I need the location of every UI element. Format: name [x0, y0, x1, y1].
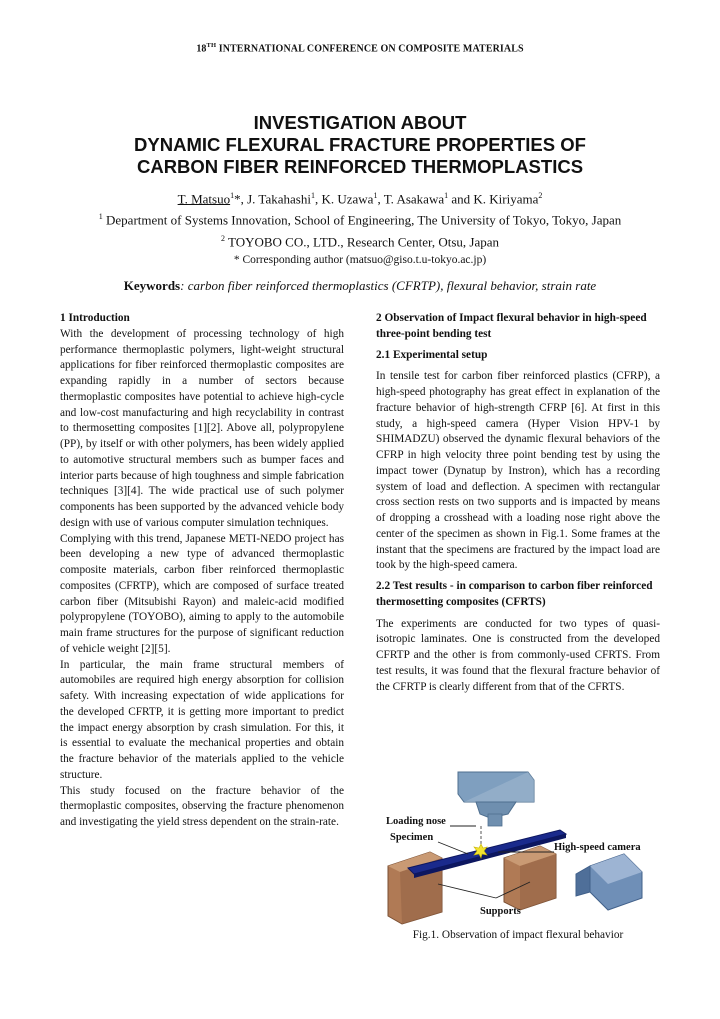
conference-ordinal: TH [206, 42, 217, 49]
right-support-shape [504, 846, 556, 910]
subsection-2-1-heading: 2.1 Experimental setup [376, 348, 488, 361]
label-supports: Supports [480, 906, 521, 917]
author-1-sup: 1 [230, 191, 235, 200]
author-4-sup: 1 [444, 191, 449, 200]
camera-shape [576, 854, 642, 910]
section-2-heading: 2 Observation of Impact flexural behavior in high-speed three-point bending test [376, 312, 647, 340]
author-4: , T. Asakawa [377, 191, 445, 207]
affiliation-1 [0, 208, 720, 229]
intro-paragraph-2: Complying with this trend, Japanese METI-NEDO project has been developing a new type of advanced thermoplastic composite materials, carbon fiber reinforced thermoplastic composites (CFRTP), which are composed of surface treated carbon fiber (Mitsubishi Rayon) and maleic-acid modified polypropylene (TOYOBO), aiming to apply to the automobile main frame structures for the purpose of significant reduction of vehicle weight [2][5]. [60, 532, 344, 655]
intro-paragraph-1: With the development of processing technology of high performance thermoplastic polymers, light-weight structural applications for fiber reinforced thermoplastic composites are expanding rapidly in a number of sectors because thermoplastic composites have potential to achieve high-cycle and low-cost manufacturing and high recyclability in contrast to thermosetting composites [1][2]. Above all, polypropylene (PP), by itself or with other polymers, has been widely applied to automotive structural members such as bumper faces and interior parts because of high toughness and simple fabrication techniques [3][4]. The wide practical use of such polymer components has been supported by the advanced vehicle body design with use of various computer simulation techniques. [60, 327, 344, 529]
results-paragraph: The experiments are conducted for two types of quasi-isotropic laminates. One is constructed from the developed CFRTP and the other is from commonly-used CFRTS. From test results, it was found that the flexural fracture behavior of the CFRTP is clearly different from that of the CFRTS. [376, 617, 660, 693]
left-column [60, 311, 344, 831]
conference-header [0, 42, 720, 54]
paper-title [0, 112, 720, 178]
intro-paragraph-3: In particular, the main frame structural members of automobiles are required high energy absorption for collision safety. With increasing expectation of wide applications for the developed CFRTP, it is getting more important to predict the impact energy absorption by crash simulation. For this, it is essential to evaluate the mechanical properties and obtain the fracture behavior of the materials applied to the vehicle structure. [60, 658, 344, 781]
title-line-2: DYNAMIC FLEXURAL FRACTURE PROPERTIES OF [134, 134, 586, 155]
loading-nose-shape [458, 772, 534, 826]
section-1-heading: 1 Introduction [60, 312, 130, 324]
figure-caption: Fig.1. Observation of impact flexural behavior [412, 929, 624, 941]
author-2: *, J. Takahashi [234, 191, 311, 207]
setup-paragraph: In tensile test for carbon fiber reinforced plastics (CFRP), a high-speed photography has great effect in explanation of the fracture behavior of high-strength CFRP [6]. At first in this study, a high-speed camera (Hyper Vision HPV-1 by SHIMADZU) observed the dynamic flexural behaviors of the CFRP in high velocity three point bending test by using the impact tower (Dynatup by Instron), which has a recording system of load and deflection. A specimen with rectangular cross section rests on two supports and is impacted by means of dropping a crosshead with a loading nose right above the center of the specimen as shown in Fig.1. Some frames at the instant that the specimens are fractured by the impact load are took by the high-speed camera. [376, 370, 660, 572]
author-3: , K. Uzawa [314, 191, 374, 207]
affiliation-2-sup: 2 [220, 233, 225, 243]
author-5: and K. Kiriyama [448, 191, 539, 207]
conference-name: INTERNATIONAL CONFERENCE ON COMPOSITE MATERIALS [216, 43, 524, 55]
affiliation-1-sup: 1 [98, 212, 103, 222]
corresponding-author: * Corresponding author (matsuo@giso.t.u-tokyo.ac.jp) [233, 253, 487, 266]
affiliation-1-text: Department of Systems Innovation, School of Engineering, The University of Tokyo, Tokyo, Japan [102, 212, 622, 228]
label-camera: High-speed camera [554, 842, 641, 853]
test-setup-figure [380, 770, 660, 928]
author-5-sup: 2 [538, 191, 543, 200]
right-column [376, 311, 660, 695]
title-line-3: CARBON FIBER REINFORCED THERMOPLASTICS [136, 156, 584, 177]
label-specimen: Specimen [390, 832, 434, 843]
keywords-line [0, 278, 720, 294]
keywords-text: : carbon fiber reinforced thermoplastics (CFRTP), flexural behavior, strain rate [180, 278, 597, 293]
author-list [0, 187, 720, 208]
author-2-sup: 1 [310, 191, 315, 200]
subsection-2-2-heading: 2.2 Test results - in comparison to carbon fiber reinforced thermosetting composites (CFRTS) [376, 580, 653, 608]
author-3-sup: 1 [373, 191, 378, 200]
affiliation-2 [0, 230, 720, 251]
affiliation-2-text: TOYOBO CO., LTD., Research Center, Otsu, Japan [224, 233, 499, 249]
author-block [0, 187, 720, 269]
intro-paragraph-4: This study focused on the fracture behavior of the thermoplastic composites, observing the fracture phenomenon and investigating the yield stress dependent on the strain-rate. [60, 784, 344, 828]
keywords-label: Keywords [123, 278, 181, 293]
title-line-1: INVESTIGATION ABOUT [253, 112, 467, 133]
author-1: T. Matsuo [177, 191, 231, 207]
conference-number: 18 [196, 43, 207, 55]
label-loading-nose: Loading nose [386, 816, 446, 827]
